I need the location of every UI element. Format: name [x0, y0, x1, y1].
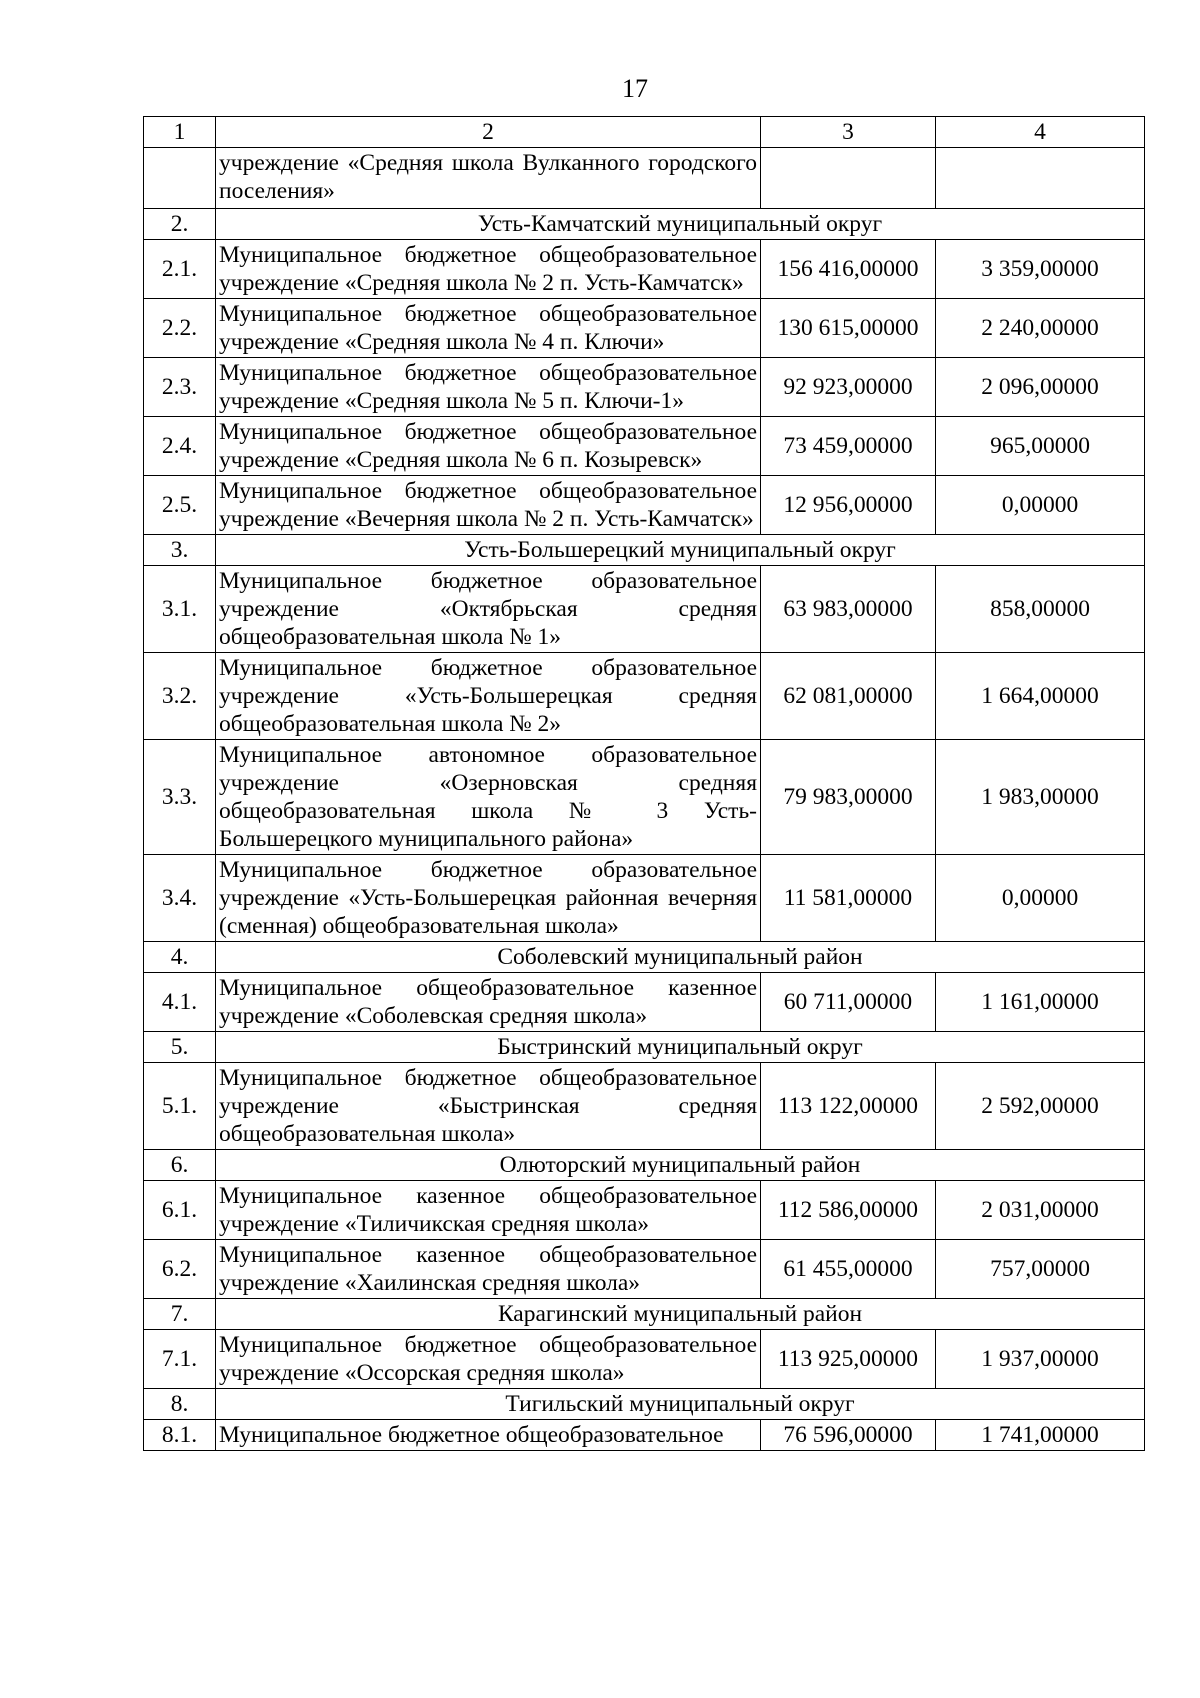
value-col3: 113 925,00000 — [761, 1330, 936, 1389]
row-number: 4.1. — [144, 973, 216, 1032]
section-number: 5. — [144, 1032, 216, 1063]
section-number: 6. — [144, 1150, 216, 1181]
value-col3: 76 596,00000 — [761, 1420, 936, 1451]
value-col3: 130 615,00000 — [761, 299, 936, 358]
column-number-1: 1 — [144, 117, 216, 148]
value-col4: 858,00000 — [936, 566, 1145, 653]
row-number: 3.2. — [144, 653, 216, 740]
institution-name: Муниципальное автономное образовательное учреждение «Озерновская средняя общеобразовательная школа № 3 Усть-Большерецкого муниципального района» — [216, 740, 761, 855]
table-row — [144, 476, 1145, 535]
table-row — [144, 653, 1145, 740]
institution-name: Муниципальное бюджетное общеобразовательное — [216, 1420, 761, 1451]
row-number: 2.4. — [144, 417, 216, 476]
budget-table-body — [144, 117, 1145, 1451]
value-col3: 113 122,00000 — [761, 1063, 936, 1150]
value-col4: 0,00000 — [936, 476, 1145, 535]
row-number: 5.1. — [144, 1063, 216, 1150]
section-title: Усть-Камчатский муниципальный округ — [216, 209, 1145, 240]
value-col4: 1 937,00000 — [936, 1330, 1145, 1389]
value-col4: 2 240,00000 — [936, 299, 1145, 358]
value-col4: 2 096,00000 — [936, 358, 1145, 417]
table-row — [144, 240, 1145, 299]
value-col3: 156 416,00000 — [761, 240, 936, 299]
page-number: 17 — [622, 74, 648, 103]
section-number: 2. — [144, 209, 216, 240]
table-row — [144, 1420, 1145, 1451]
row-number: 2.3. — [144, 358, 216, 417]
row-number: 3.1. — [144, 566, 216, 653]
institution-name: Муниципальное бюджетное общеобразовательное учреждение «Средняя школа № 5 п. Ключи-1» — [216, 358, 761, 417]
section-row — [144, 209, 1145, 240]
row-number: 3.3. — [144, 740, 216, 855]
value-col4: 1 983,00000 — [936, 740, 1145, 855]
continuation-number — [144, 148, 216, 209]
institution-name: Муниципальное казенное общеобразовательное учреждение «Хаилинская средняя школа» — [216, 1240, 761, 1299]
table-row — [144, 358, 1145, 417]
section-row — [144, 1032, 1145, 1063]
institution-name: Муниципальное бюджетное образовательное учреждение «Усть-Большерецкая районная вечерняя (сменная) общеобразовательная школа» — [216, 855, 761, 942]
section-row — [144, 942, 1145, 973]
column-number-2: 2 — [216, 117, 761, 148]
institution-name: Муниципальное бюджетное общеобразовательное учреждение «Быстринская средняя общеобразовательная школа» — [216, 1063, 761, 1150]
value-col3: 12 956,00000 — [761, 476, 936, 535]
institution-name: Муниципальное общеобразовательное казенное учреждение «Соболевская средняя школа» — [216, 973, 761, 1032]
section-row — [144, 1389, 1145, 1420]
value-col4: 1 664,00000 — [936, 653, 1145, 740]
table-row — [144, 299, 1145, 358]
value-col4: 3 359,00000 — [936, 240, 1145, 299]
section-row — [144, 1150, 1145, 1181]
section-title: Олюторский муниципальный район — [216, 1150, 1145, 1181]
section-number: 4. — [144, 942, 216, 973]
table-row — [144, 740, 1145, 855]
institution-name: Муниципальное бюджетное общеобразовательное учреждение «Оссорская средняя школа» — [216, 1330, 761, 1389]
section-title: Усть-Большерецкий муниципальный округ — [216, 535, 1145, 566]
value-col4: 1 741,00000 — [936, 1420, 1145, 1451]
institution-name: Муниципальное казенное общеобразовательное учреждение «Тиличикская средняя школа» — [216, 1181, 761, 1240]
value-col4: 757,00000 — [936, 1240, 1145, 1299]
institution-name: Муниципальное бюджетное общеобразовательное учреждение «Средняя школа № 4 п. Ключи» — [216, 299, 761, 358]
table-row — [144, 1063, 1145, 1150]
institution-name: Муниципальное бюджетное общеобразовательное учреждение «Вечерняя школа № 2 п. Усть-Камчатск» — [216, 476, 761, 535]
table-row — [144, 566, 1145, 653]
value-col3: 60 711,00000 — [761, 973, 936, 1032]
row-number: 2.1. — [144, 240, 216, 299]
institution-name: Муниципальное бюджетное образовательное учреждение «Октябрьская средняя общеобразовательная школа № 1» — [216, 566, 761, 653]
institution-name: Муниципальное бюджетное общеобразовательное учреждение «Средняя школа № 6 п. Козыревск» — [216, 417, 761, 476]
table-row — [144, 1181, 1145, 1240]
row-number: 8.1. — [144, 1420, 216, 1451]
continuation-institution-name: учреждение «Средняя школа Вулканного городского поселения» — [216, 148, 761, 209]
institution-name: Муниципальное бюджетное образовательное учреждение «Усть-Большерецкая средняя общеобразовательная школа № 2» — [216, 653, 761, 740]
row-number: 3.4. — [144, 855, 216, 942]
row-number: 2.2. — [144, 299, 216, 358]
row-number: 6.1. — [144, 1181, 216, 1240]
table-row — [144, 973, 1145, 1032]
table-row — [144, 417, 1145, 476]
section-title: Карагинский муниципальный район — [216, 1299, 1145, 1330]
section-number: 8. — [144, 1389, 216, 1420]
section-number: 3. — [144, 535, 216, 566]
value-col4: 0,00000 — [936, 855, 1145, 942]
section-title: Соболевский муниципальный район — [216, 942, 1145, 973]
continuation-value-col4 — [936, 148, 1145, 209]
value-col4: 965,00000 — [936, 417, 1145, 476]
value-col4: 2 592,00000 — [936, 1063, 1145, 1150]
column-number-4: 4 — [936, 117, 1145, 148]
table-row — [144, 855, 1145, 942]
row-number: 2.5. — [144, 476, 216, 535]
value-col3: 92 923,00000 — [761, 358, 936, 417]
column-number-3: 3 — [761, 117, 936, 148]
continuation-row — [144, 148, 1145, 209]
value-col3: 79 983,00000 — [761, 740, 936, 855]
table-row — [144, 1330, 1145, 1389]
section-row — [144, 1299, 1145, 1330]
value-col3: 61 455,00000 — [761, 1240, 936, 1299]
value-col3: 63 983,00000 — [761, 566, 936, 653]
row-number: 6.2. — [144, 1240, 216, 1299]
column-number-row — [144, 117, 1145, 148]
value-col3: 112 586,00000 — [761, 1181, 936, 1240]
section-number: 7. — [144, 1299, 216, 1330]
value-col3: 62 081,00000 — [761, 653, 936, 740]
table-row — [144, 1240, 1145, 1299]
section-title: Быстринский муниципальный округ — [216, 1032, 1145, 1063]
value-col3: 11 581,00000 — [761, 855, 936, 942]
section-title: Тигильский муниципальный округ — [216, 1389, 1145, 1420]
value-col3: 73 459,00000 — [761, 417, 936, 476]
value-col4: 1 161,00000 — [936, 973, 1145, 1032]
institution-name: Муниципальное бюджетное общеобразовательное учреждение «Средняя школа № 2 п. Усть-Камчатск» — [216, 240, 761, 299]
budget-table — [143, 116, 1145, 1451]
section-row — [144, 535, 1145, 566]
row-number: 7.1. — [144, 1330, 216, 1389]
continuation-value-col3 — [761, 148, 936, 209]
value-col4: 2 031,00000 — [936, 1181, 1145, 1240]
